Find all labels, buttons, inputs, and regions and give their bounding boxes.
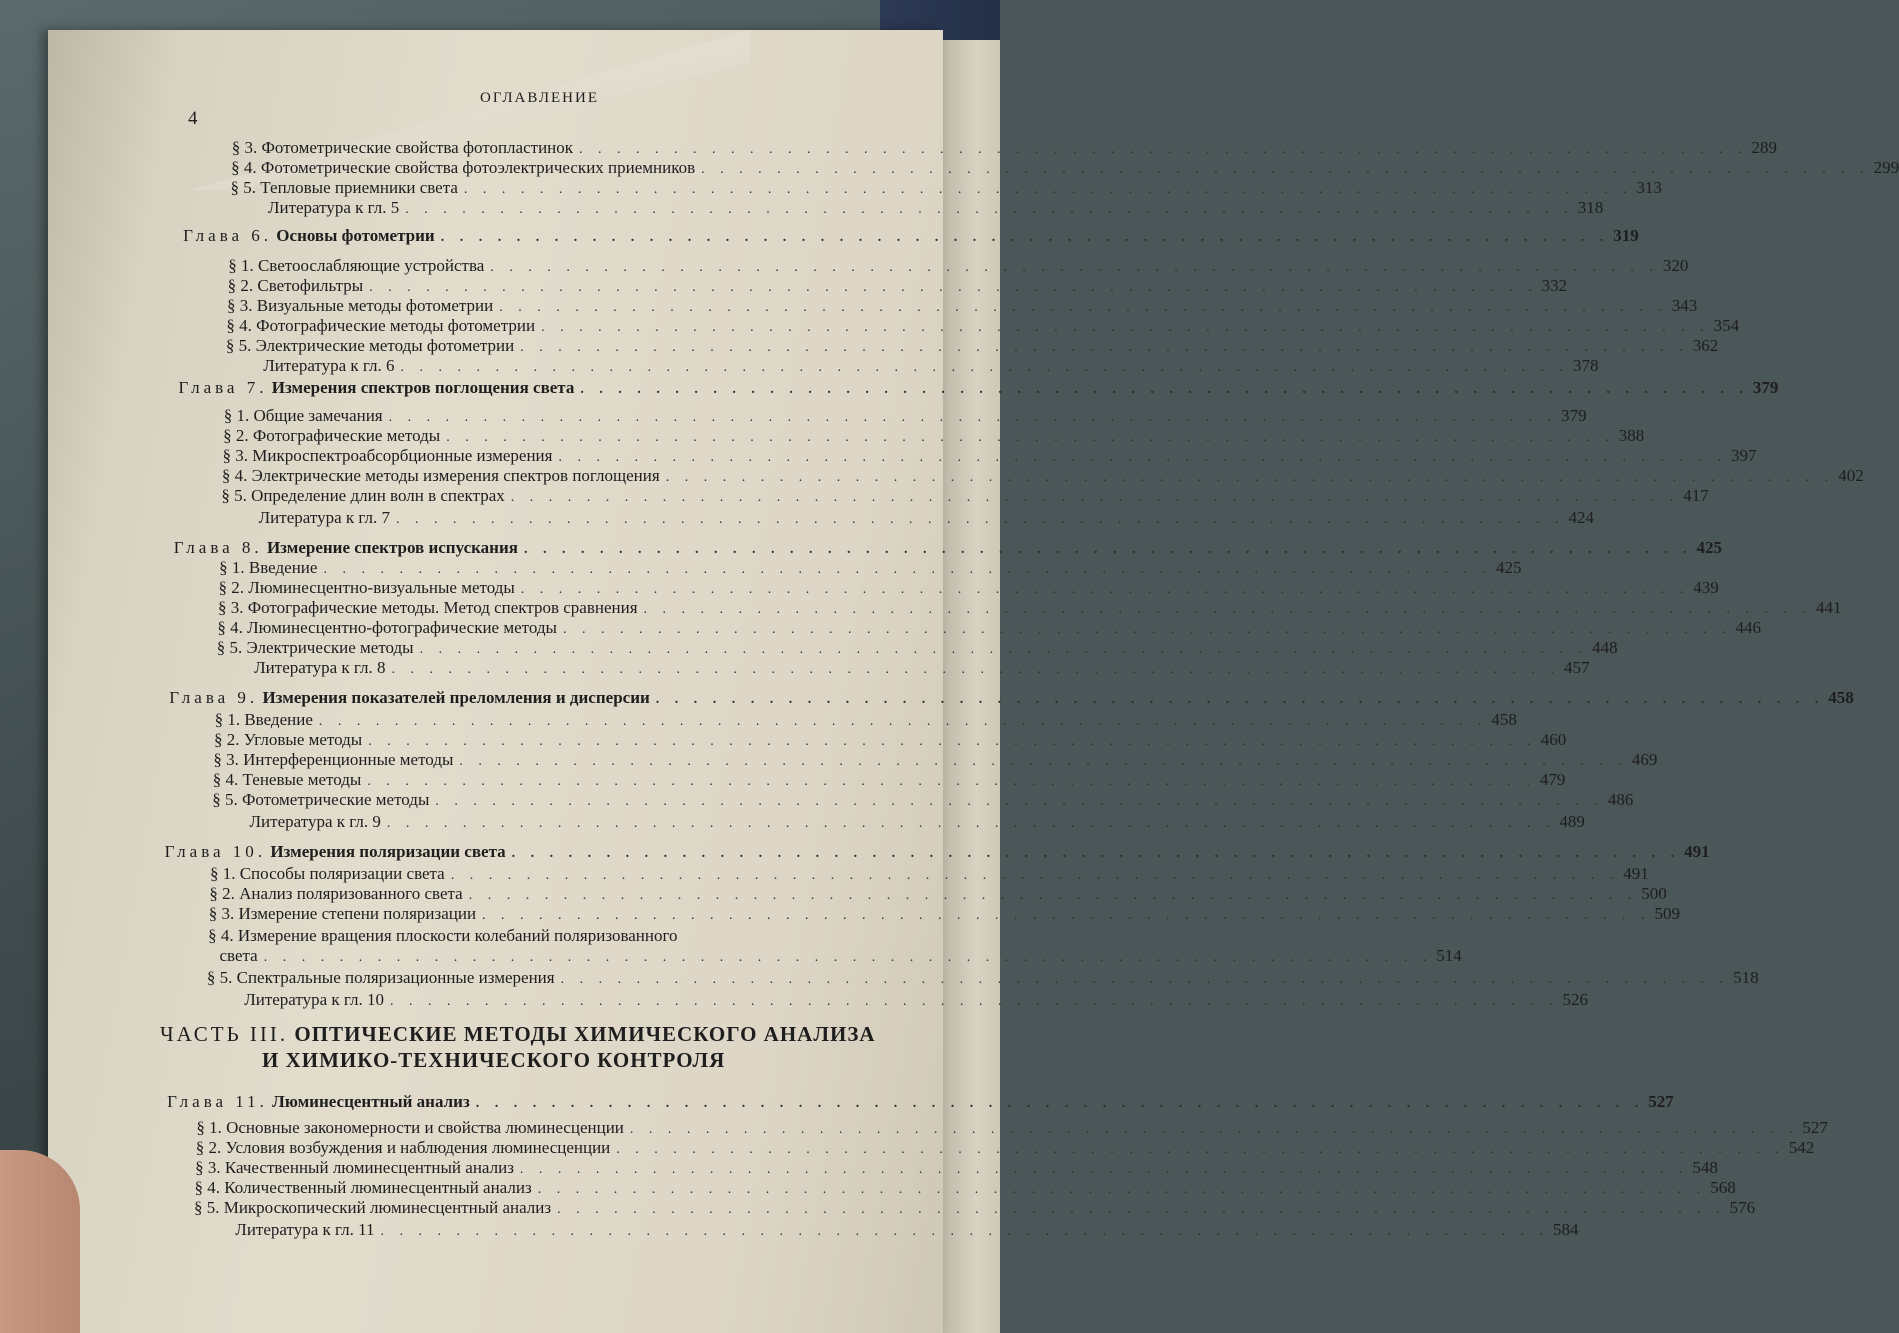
toc-page-number: 576: [1729, 1198, 1756, 1217]
toc-entry-title: § 1. Общие замечания: [223, 406, 383, 425]
toc-page-number: 424: [1568, 508, 1594, 527]
toc-entry-title: § 2. Угловые методы: [214, 730, 363, 749]
toc-entry-title: § 3. Интерференционные методы: [213, 750, 454, 769]
toc-section-row: [217, 618, 1761, 640]
toc-section-row: [213, 750, 1658, 772]
toc-page-number: 460: [1540, 730, 1567, 749]
leader-dots: . . . . . . . . . . . . . . . . . . . . . . . . . . . . . . . . . . . . . . . . . . . . . . . . . . . . . . . . . . . . . .: [580, 382, 1749, 397]
toc-section-row: [216, 638, 1618, 660]
toc-page-number: 568: [1710, 1178, 1736, 1197]
leader-dots: . . . . . . . . . . . . . . . . . . . . . . . . . . . . . . . . . . . . . . . . . . . . . . . . . . . . . . . . . . . . . .: [419, 642, 1589, 657]
toc-entry-title: Литература к гл. 5: [267, 198, 400, 217]
toc-entry-title: § 2. Светофильтры: [227, 276, 364, 295]
toc-page-number: 379: [1752, 378, 1779, 397]
part-title-line1: ОПТИЧЕСКИЕ МЕТОДЫ ХИМИЧЕСКОГО АНАЛИЗА: [294, 1022, 876, 1046]
toc-entry-title: § 3. Микроспектроабсорбционные измерения: [222, 446, 553, 465]
toc-page-number: 542: [1788, 1138, 1815, 1157]
leader-dots: . . . . . . . . . . . . . . . . . . . . . . . . . . . . . . . . . . . . . . . . . . . . . . . . . . . . . . . . . . . . . .: [440, 230, 1610, 245]
leader-dots: . . . . . . . . . . . . . . . . . . . . . . . . . . . . . . . . . . . . . . . . . . . . . . . . . . . . . . . . . . . . . .: [380, 1224, 1549, 1239]
leader-dots: . . . . . . . . . . . . . . . . . . . . . . . . . . . . . . . . . . . . . . . . . . . . . . . . . . . . . . . . . . . . . .: [435, 794, 1604, 809]
toc-page-number: 548: [1692, 1158, 1718, 1177]
leader-dots: . . . . . . . . . . . . . . . . . . . . . . . . . . . . . . . . . . . . . . . . . . . . . . . . . . . . . . . . . . . . . .: [446, 430, 1615, 445]
toc-page-number: 527: [1648, 1092, 1674, 1111]
toc-section-row: [227, 276, 1568, 298]
toc-entry-title: [179, 378, 581, 398]
leader-dots: . . . . . . . . . . . . . . . . . . . . . . . . . . . . . . . . . . . . . . . . . . . . . . . . . . . . . . . . . . . . . .: [499, 300, 1668, 315]
part-title-line2: И ХИМИКО-ТЕХНИЧЕСКОГО КОНТРОЛЯ: [262, 1048, 726, 1072]
toc-section-row: [217, 598, 1842, 620]
toc-page-number: 289: [1751, 138, 1778, 157]
toc-page-number: 417: [1683, 486, 1709, 505]
toc-section-row: [219, 946, 1462, 968]
leader-dots: . . . . . . . . . . . . . . . . . . . . . . . . . . . . . . . . . . . . . . . . . . . . . . . . . . . . . . . . . . . . . .: [386, 816, 1556, 831]
toc-section-row: [212, 790, 1634, 812]
leader-dots: . . . . . . . . . . . . . . . . . . . . . . . . . . . . . . . . . . . . . . . . . . . . . . . . . . . . . . . . . . . . . .: [558, 450, 1727, 465]
leader-dots: . . . . . . . . . . . . . . . . . . . . . . . . . . . . . . . . . . . . . . . . . . . . . . . . . . . . . . . . . . . . . .: [463, 182, 1633, 197]
leader-dots: . . . . . . . . . . . . . . . . . . . . . . . . . . . . . . . . . . . . . . . . . . . . . . . . . . . . . . . . . . . . . .: [629, 1122, 1799, 1137]
toc-entry-title: § 4. Фотографические методы фотометрии: [226, 316, 536, 335]
leader-dots: . . . . . . . . . . . . . . . . . . . . . . . . . . . . . . . . . . . . . . . . . . . . . . . . . . . . . . . . . . . . . .: [263, 950, 1433, 965]
toc-entry-title: § 5. Тепловые приемники света: [230, 178, 458, 197]
leader-dots: . . . . . . . . . . . . . . . . . . . . . . . . . . . . . . . . . . . . . . . . . . . . . . . . . . . . . . . . . . . . . .: [475, 1096, 1645, 1111]
toc-literature-row: [258, 508, 1594, 530]
toc-page-number: 514: [1436, 946, 1462, 965]
toc-entry-title: § 4. Фотометрические свойства фотоэлектрических приемников: [231, 158, 696, 177]
toc-page-number: 479: [1539, 770, 1566, 789]
leader-dots: . . . . . . . . . . . . . . . . . . . . . . . . . . . . . . . . . . . . . . . . . . . . . . . . . . . . . . . . . . . . . .: [490, 260, 1659, 275]
toc-section-row: [219, 558, 1522, 580]
toc-section-row: [227, 296, 1698, 318]
leader-dots: . . . . . . . . . . . . . . . . . . . . . . . . . . . . . . . . . . . . . . . . . . . . . . . . . . . . . . . . . . . . . .: [318, 714, 1488, 729]
toc-entry-title: § 4. Измерение вращения плоскости колебаний поляризованного: [208, 926, 678, 945]
toc-page-number: 378: [1573, 356, 1599, 375]
leader-dots: . . . . . . . . . . . . . . . . . . . . . . . . . . . . . . . . . . . . . . . . . . . . . . . . . . . . . . . . . . . . . .: [468, 888, 1638, 903]
toc-page-number: 425: [1495, 558, 1522, 577]
toc-section-row: [222, 446, 1757, 468]
toc-chapter-row: [183, 226, 1639, 248]
page-number: 4: [188, 108, 198, 129]
toc-page-number: 343: [1671, 296, 1698, 315]
leader-dots: . . . . . . . . . . . . . . . . . . . . . . . . . . . . . . . . . . . . . . . . . . . . . . . . . . . . . . . . . . . . . .: [655, 692, 1825, 707]
toc-entry-title: § 2. Люминесцентно-визуальные методы: [218, 578, 515, 597]
toc-page-number: 469: [1631, 750, 1658, 769]
toc-entry-title: § 5. Электрические методы: [216, 638, 414, 657]
chapter-prefix: Глава 7.: [178, 378, 268, 397]
toc-page-number: 458: [1491, 710, 1517, 729]
part-heading-line1: [160, 1022, 876, 1047]
leader-dots: . . . . . . . . . . . . . . . . . . . . . . . . . . . . . . . . . . . . . . . . . . . . . . . . . . . . . . . . . . . . . .: [368, 734, 1537, 749]
toc-page-number: 354: [1713, 316, 1740, 335]
toc-entry-title: [183, 226, 441, 246]
toc-entry-title: § 4. Электрические методы измерения спектров поглощения: [221, 466, 660, 485]
leader-dots: . . . . . . . . . . . . . . . . . . . . . . . . . . . . . . . . . . . . . . . . . . . . . . . . . . . . . . . . . . . . . .: [560, 972, 1730, 987]
toc-entry-title: Литература к гл. 6: [263, 356, 395, 375]
toc-entry-title: Литература к гл. 11: [235, 1220, 375, 1239]
toc-page-number: 527: [1802, 1118, 1828, 1137]
toc-page-number: 388: [1618, 426, 1645, 445]
toc-section-row: [230, 178, 1662, 200]
toc-entry-title: § 3. Измерение степени поляризации: [208, 904, 477, 923]
toc-entry-title: § 5. Спектральные поляризационные измерения: [206, 968, 555, 987]
leader-dots: . . . . . . . . . . . . . . . . . . . . . . . . . . . . . . . . . . . . . . . . . . . . . . . . . . . . . . . . . . . . . .: [557, 1202, 1726, 1217]
toc-entry-title: § 5. Электрические методы фотометрии: [225, 336, 515, 355]
leader-dots: . . . . . . . . . . . . . . . . . . . . . . . . . . . . . . . . . . . . . . . . . . . . . . . . . . . . . . . . . . . . . .: [643, 602, 1813, 617]
toc-entry-title: Литература к гл. 8: [254, 658, 386, 677]
toc-entry-title: § 5. Определение длин волн в спектрах: [221, 486, 505, 505]
toc-page-number: 362: [1692, 336, 1719, 355]
toc-literature-row: [244, 990, 1588, 1012]
leader-dots: . . . . . . . . . . . . . . . . . . . . . . . . . . . . . . . . . . . . . . . . . . . . . . . . . . . . . . . . . . . . . .: [562, 622, 1732, 637]
toc-section-row: [221, 466, 1864, 488]
toc-page-number: 425: [1696, 538, 1722, 557]
toc-page-number: 320: [1662, 256, 1689, 275]
toc-section-row: [225, 336, 1719, 358]
leader-dots: . . . . . . . . . . . . . . . . . . . . . . . . . . . . . . . . . . . . . . . . . . . . . . . . . . . . . . . . . . . . . .: [405, 202, 1574, 217]
toc-entry-title: § 2. Условия возбуждения и наблюдения люминесценции: [195, 1138, 611, 1157]
toc-page-number: 402: [1838, 466, 1864, 485]
toc-section-row: [209, 864, 1649, 886]
toc-entry-title: Литература к гл. 10: [244, 990, 384, 1009]
running-head: ОГЛАВЛЕНИЕ: [480, 90, 599, 106]
toc-entry-title: § 4. Люминесцентно-фотографические методы: [217, 618, 557, 637]
chapter-title: Измерения поляризации света: [266, 842, 506, 861]
chapter-prefix: Глава 10.: [164, 842, 267, 861]
toc-section-row: [196, 1118, 1828, 1140]
toc-page-number: 446: [1735, 618, 1761, 637]
leader-dots: . . . . . . . . . . . . . . . . . . . . . . . . . . . . . . . . . . . . . . . . . . . . . . . . . . . . . . . . . . . . . .: [390, 994, 1559, 1009]
toc-entry-title: § 1. Светоослабляющие устройства: [228, 256, 485, 275]
toc-entry-title: § 5. Фотометрические методы: [212, 790, 430, 809]
chapter-title: Люминесцентный анализ: [267, 1092, 470, 1111]
toc-section-row: [194, 1178, 1736, 1200]
toc-page-number: 318: [1577, 198, 1604, 217]
toc-entry-title: § 3. Фотометрические свойства фотопластинок: [231, 138, 574, 157]
toc-page-number: 584: [1552, 1220, 1579, 1239]
leader-dots: . . . . . . . . . . . . . . . . . . . . . . . . . . . . . . . . . . . . . . . . . . . . . . . . . . . . . . . . . . . . . .: [537, 1182, 1707, 1197]
toc-section-row: [209, 884, 1667, 906]
leader-dots: . . . . . . . . . . . . . . . . . . . . . . . . . . . . . . . . . . . . . . . . . . . . . . . . . . . . . . . . . . . . . .: [388, 410, 1558, 425]
toc-section-row: [214, 730, 1567, 752]
chapter-title: Основы фотометрии: [272, 226, 435, 245]
chapter-title: Измерения спектров поглощения света: [267, 378, 575, 397]
leader-dots: . . . . . . . . . . . . . . . . . . . . . . . . . . . . . . . . . . . . . . . . . . . . . . . . . . . . . . . . . . . . . .: [395, 512, 1565, 527]
toc-page-number: 313: [1636, 178, 1662, 197]
toc-entry-title: [174, 538, 524, 558]
toc-page-number: 397: [1730, 446, 1757, 465]
toc-section-row: [218, 578, 1719, 600]
toc-section-row: [223, 426, 1645, 448]
toc-chapter-row: [173, 538, 1722, 560]
toc-entry-title: § 1. Введение: [219, 558, 318, 577]
toc-page-number: 518: [1733, 968, 1759, 987]
toc-entry-title: § 4. Теневые методы: [212, 770, 362, 789]
toc-section-row: [212, 770, 1566, 792]
leader-dots: . . . . . . . . . . . . . . . . . . . . . . . . . . . . . . . . . . . . . . . . . . . . . . . . . . . . . . . . . . . . . .: [541, 320, 1710, 335]
toc-section-row: [195, 1138, 1815, 1160]
leader-dots: . . . . . . . . . . . . . . . . . . . . . . . . . . . . . . . . . . . . . . . . . . . . . . . . . . . . . . . . . . . . . .: [459, 754, 1628, 769]
toc-literature-row: [254, 658, 1590, 680]
chapter-prefix: Глава 9.: [169, 688, 259, 707]
toc-entry-title: [169, 688, 656, 708]
toc-section-row: [226, 316, 1740, 338]
leader-dots: . . . . . . . . . . . . . . . . . . . . . . . . . . . . . . . . . . . . . . . . . . . . . . . . . . . . . . . . . . . . . .: [523, 542, 1693, 557]
chapter-prefix: Глава 6.: [183, 226, 273, 245]
toc-entry-title: § 3. Качественный люминесцентный анализ: [195, 1158, 514, 1177]
toc-section-row: [223, 406, 1587, 428]
toc-page-number: 319: [1613, 226, 1639, 245]
toc-section-row: [231, 158, 1899, 180]
chapter-prefix: Глава 8.: [173, 538, 263, 557]
toc-page-number: 526: [1562, 990, 1588, 1009]
leader-dots: . . . . . . . . . . . . . . . . . . . . . . . . . . . . . . . . . . . . . . . . . . . . . . . . . . . . . . . . . . . . . .: [367, 774, 1536, 789]
leader-dots: . . . . . . . . . . . . . . . . . . . . . . . . . . . . . . . . . . . . . . . . . . . . . . . . . . . . . . . . . . . . . .: [520, 582, 1690, 597]
leader-dots: . . . . . . . . . . . . . . . . . . . . . . . . . . . . . . . . . . . . . . . . . . . . . . . . . . . . . . . . . . . . . .: [701, 162, 1870, 177]
toc-page-number: 299: [1873, 158, 1899, 177]
toc-section-row: [228, 256, 1689, 278]
toc-entry-title: света: [219, 946, 258, 965]
leader-dots: . . . . . . . . . . . . . . . . . . . . . . . . . . . . . . . . . . . . . . . . . . . . . . . . . . . . . . . . . . . . . .: [400, 360, 1570, 375]
toc-section-row: [231, 138, 1778, 160]
toc-chapter-row: [178, 378, 1779, 400]
toc-page-number: 486: [1607, 790, 1634, 809]
toc-section-row: [206, 968, 1759, 990]
toc-entry-title: § 3. Фотографические методы. Метод спектров сравнения: [217, 598, 638, 617]
toc-page-number: 491: [1684, 842, 1710, 861]
leader-dots: . . . . . . . . . . . . . . . . . . . . . . . . . . . . . . . . . . . . . . . . . . . . . . . . . . . . . . . . . . . . . .: [665, 470, 1835, 485]
leader-dots: . . . . . . . . . . . . . . . . . . . . . . . . . . . . . . . . . . . . . . . . . . . . . . . . . . . . . . . . . . . . . .: [519, 1162, 1689, 1177]
toc-entry-title: § 4. Количественный люминесцентный анализ: [194, 1178, 532, 1197]
toc-section-row: [214, 710, 1517, 732]
leader-dots: . . . . . . . . . . . . . . . . . . . . . . . . . . . . . . . . . . . . . . . . . . . . . . . . . . . . . . . . . . . . . .: [510, 490, 1680, 505]
toc-page-number: 458: [1828, 688, 1854, 707]
toc-page-number: 332: [1541, 276, 1568, 295]
toc-page-number: 379: [1561, 406, 1587, 425]
part-prefix: ЧАСТЬ III.: [160, 1022, 289, 1046]
leader-dots: . . . . . . . . . . . . . . . . . . . . . . . . . . . . . . . . . . . . . . . . . . . . . . . . . . . . . . . . . . . . . .: [391, 662, 1560, 677]
toc-page-number: 439: [1693, 578, 1719, 597]
toc-section-row: [221, 486, 1709, 508]
toc-section-row: [208, 904, 1681, 926]
leader-dots: . . . . . . . . . . . . . . . . . . . . . . . . . . . . . . . . . . . . . . . . . . . . . . . . . . . . . . . . . . . . . .: [579, 142, 1748, 157]
toc-chapter-row: [169, 688, 1854, 710]
toc-page-number: 509: [1654, 904, 1681, 923]
toc-page-number: 489: [1559, 812, 1585, 831]
toc-entry-title: [165, 842, 512, 862]
toc-literature-row: [235, 1220, 1579, 1242]
toc-entry-title: Литература к гл. 9: [249, 812, 381, 831]
toc-literature-row: [249, 812, 1585, 834]
toc-page-number: 500: [1641, 884, 1667, 903]
toc-entry-title: § 2. Анализ поляризованного света: [209, 884, 463, 903]
toc-entry-title: Литература к гл. 7: [258, 508, 390, 527]
toc-entry-title: § 2. Фотографические методы: [223, 426, 441, 445]
toc-entry-title: § 5. Микроскопический люминесцентный анализ: [193, 1198, 552, 1217]
toc-page-number: 457: [1563, 658, 1590, 677]
toc-entry-title: § 1. Основные закономерности и свойства люминесценции: [196, 1118, 624, 1137]
toc-entry-title: § 1. Введение: [214, 710, 313, 729]
toc-page-number: 448: [1592, 638, 1618, 657]
toc-entry-title: [167, 1092, 476, 1112]
toc-literature-row: [263, 356, 1599, 378]
toc-literature-row: [267, 198, 1604, 220]
leader-dots: . . . . . . . . . . . . . . . . . . . . . . . . . . . . . . . . . . . . . . . . . . . . . . . . . . . . . . . . . . . . . .: [616, 1142, 1785, 1157]
chapter-title: Измерения показателей преломления и дисперсии: [258, 688, 650, 707]
leader-dots: . . . . . . . . . . . . . . . . . . . . . . . . . . . . . . . . . . . . . . . . . . . . . . . . . . . . . . . . . . . . . .: [369, 280, 1538, 295]
part-heading-line2: [262, 1048, 725, 1073]
toc-page-number: 491: [1623, 864, 1649, 883]
toc-section-row: [193, 1198, 1756, 1220]
toc-chapter-row: [167, 1092, 1674, 1114]
toc-chapter-row: [164, 842, 1710, 864]
toc-page-number: 441: [1816, 598, 1842, 617]
toc-entry-title: § 1. Способы поляризации света: [209, 864, 445, 883]
toc-section-row: [208, 926, 890, 946]
chapter-title: Измерение спектров испускания: [262, 538, 518, 557]
toc-entry-title: § 3. Визуальные методы фотометрии: [227, 296, 494, 315]
leader-dots: . . . . . . . . . . . . . . . . . . . . . . . . . . . . . . . . . . . . . . . . . . . . . . . . . . . . . . . . . . . . . .: [511, 846, 1681, 861]
leader-dots: . . . . . . . . . . . . . . . . . . . . . . . . . . . . . . . . . . . . . . . . . . . . . . . . . . . . . . . . . . . . . .: [482, 908, 1651, 923]
toc-section-row: [195, 1158, 1718, 1180]
chapter-prefix: Глава 11.: [167, 1092, 268, 1111]
leader-dots: . . . . . . . . . . . . . . . . . . . . . . . . . . . . . . . . . . . . . . . . . . . . . . . . . . . . . . . . . . . . . .: [450, 868, 1620, 883]
leader-dots: . . . . . . . . . . . . . . . . . . . . . . . . . . . . . . . . . . . . . . . . . . . . . . . . . . . . . . . . . . . . . .: [323, 562, 1492, 577]
leader-dots: . . . . . . . . . . . . . . . . . . . . . . . . . . . . . . . . . . . . . . . . . . . . . . . . . . . . . . . . . . . . . .: [520, 340, 1689, 355]
